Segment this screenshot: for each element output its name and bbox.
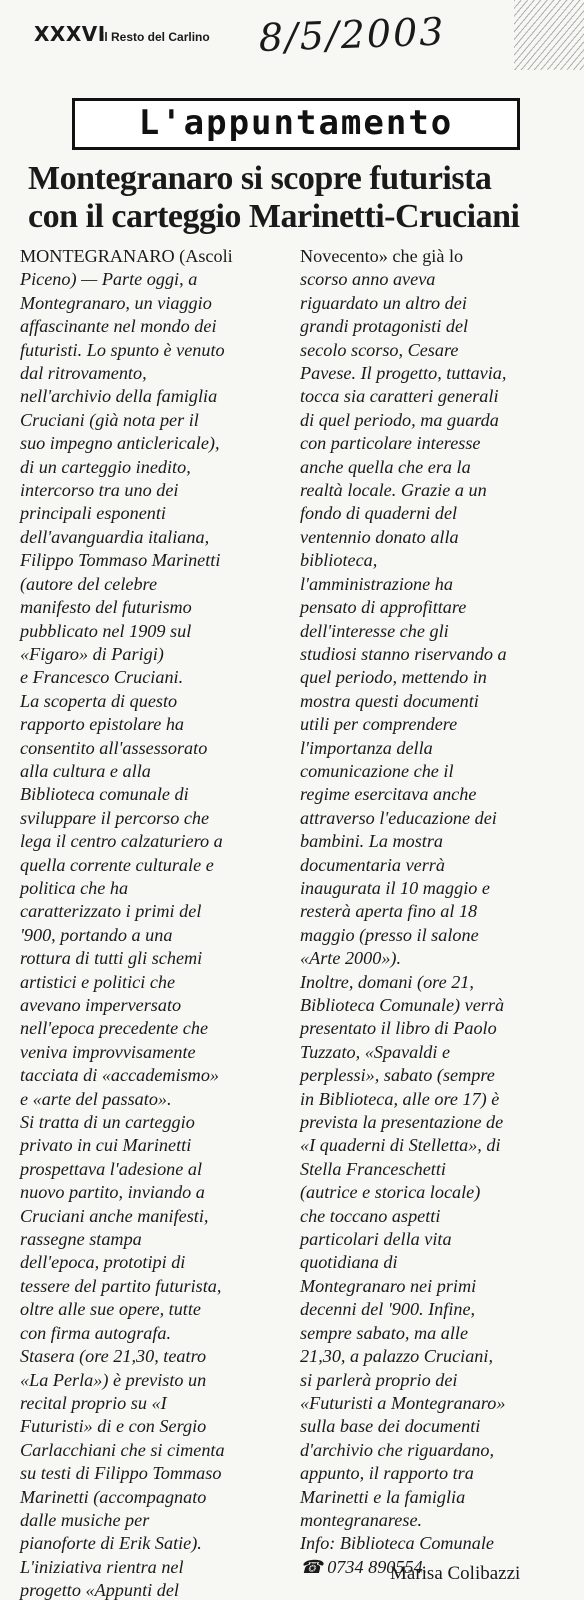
- article-line: fondo di quaderni del: [300, 503, 458, 524]
- article-line: regime esercitava anche: [300, 784, 477, 805]
- article-line: mostra questi documenti: [300, 690, 479, 711]
- article-line: Cruciani anche manifesti,: [20, 1205, 209, 1226]
- article-line: sviluppare il percorso che: [20, 807, 210, 828]
- article-line: lega il centro calzaturiero a: [20, 831, 223, 852]
- article-line: principali esponenti: [20, 503, 166, 524]
- article-line: sempre sabato, ma alle: [300, 1322, 469, 1343]
- article-line: Pavese. Il progetto, tuttavia,: [300, 363, 507, 384]
- article-line: progetto «Appunti del: [20, 1580, 179, 1600]
- article-line: tacciata di «accademismo»: [20, 1065, 220, 1086]
- article-line: Cruciani (già nota per il: [20, 409, 199, 430]
- article-line: e «arte del passato».: [20, 1088, 172, 1109]
- article-line: Biblioteca Comunale) verrà: [300, 995, 505, 1015]
- article-line: attraverso l'educazione dei: [300, 807, 497, 828]
- rubric-label: L'appuntamento: [138, 103, 454, 143]
- newspaper-name: il Resto del Carlino: [101, 30, 210, 44]
- article-line: ☎ 0734 890554.: [300, 1556, 428, 1577]
- article-line: e Francesco Cruciani.: [20, 667, 184, 688]
- article-line: Carlacchiani che si cimenta: [20, 1439, 225, 1460]
- article-line: in Biblioteca, alle ore 17) è: [300, 1088, 500, 1109]
- article-line: Marinetti (accompagnato: [20, 1486, 207, 1507]
- headline-line-2: con il carteggio Marinetti-Cruciani: [28, 198, 520, 235]
- article-line: avevano imperversato: [20, 995, 182, 1015]
- article-line: (autore del celebre: [20, 573, 158, 594]
- article-line: Filippo Tommaso Marinetti: [20, 550, 221, 571]
- article-line: biblioteca,: [300, 550, 378, 571]
- article-line: anche quella che era la: [300, 456, 471, 477]
- article-line: veniva improvvisamente: [20, 1041, 196, 1062]
- article-line: documentaria verrà: [300, 854, 445, 875]
- article-column-left: [20, 245, 290, 1600]
- article-column-right: [300, 245, 584, 1579]
- article-line: dell'epoca, prototipi di: [20, 1252, 186, 1273]
- article-line: consentito all'assessorato: [20, 737, 208, 758]
- article-line: artistici e politici che: [20, 971, 176, 992]
- article-line: 21,30, a palazzo Cruciani,: [300, 1346, 494, 1367]
- article-line: dal ritrovamento,: [20, 363, 147, 384]
- article-line: di un carteggio inedito,: [20, 456, 191, 477]
- article-line: nuovo partito, inviando a: [20, 1182, 205, 1203]
- article-line: privato in cui Marinetti: [20, 1135, 192, 1156]
- article-line: Stella Franceschetti: [300, 1158, 446, 1179]
- article-line: quella corrente culturale e: [20, 854, 214, 875]
- article-line: Marinetti e la famiglia: [300, 1486, 466, 1507]
- article-line: scorso anno aveva: [300, 269, 436, 290]
- article-line: MONTEGRANARO (Ascoli: [20, 246, 233, 266]
- article-line: alla cultura e alla: [20, 760, 151, 781]
- article-line: maggio (presso il salone: [300, 924, 479, 945]
- article-line: riguardato un altro dei: [300, 292, 467, 313]
- article-line: rassegne stampa: [20, 1229, 142, 1250]
- article-line: Stasera (ore 21,30, teatro: [20, 1346, 207, 1367]
- clipping-header: [0, 0, 584, 92]
- article-author: Marisa Colibazzi: [390, 1563, 521, 1584]
- article-line: Inoltre, domani (ore 21,: [300, 971, 474, 992]
- article-line: Tuzzato, «Spavaldi e: [300, 1041, 451, 1062]
- article-line: dell'interesse che gli: [300, 620, 449, 641]
- article-line: quel periodo, mettendo in: [300, 667, 487, 688]
- article-line: pensato di approfittare: [300, 597, 467, 618]
- article-line: rapporto epistolare ha: [20, 714, 185, 735]
- article-line: tessere del partito futurista,: [20, 1275, 222, 1296]
- article-line: «Arte 2000»).: [300, 948, 402, 969]
- article-line: si parlerà proprio dei: [300, 1369, 458, 1390]
- article-line: dalle musiche per: [20, 1509, 150, 1530]
- section-rubric: [72, 98, 520, 150]
- article-line: studiosi stanno riservando a: [300, 643, 507, 664]
- article-line: «I quaderni di Stelletta», di: [300, 1135, 501, 1156]
- article-line: prospettava l'adesione al: [20, 1158, 203, 1179]
- article-line: affascinante nel mondo dei: [20, 316, 217, 337]
- article-line: suo impegno anticlericale),: [20, 433, 220, 454]
- article-line: l'amministrazione ha: [300, 573, 453, 594]
- article-line: recital proprio su «I: [20, 1392, 167, 1413]
- article-line: comunicazione che il: [300, 760, 454, 781]
- article-line: «Futuristi a Montegranaro»: [300, 1392, 506, 1413]
- article-line: nell'epoca precedente che: [20, 1018, 209, 1039]
- article-line: Montegranaro, un viaggio: [20, 292, 212, 313]
- scan-noise: [514, 0, 584, 70]
- article-line: Info: Biblioteca Comunale: [300, 1533, 494, 1554]
- article-line: perplessi», sabato (sempre: [300, 1065, 495, 1086]
- article-line: manifesto del futurismo: [20, 597, 192, 618]
- article-line: intercorso tra uno dei: [20, 480, 179, 501]
- article-line: Futuristi» di e con Sergio: [20, 1416, 207, 1437]
- article-line: montegranarese.: [300, 1509, 423, 1530]
- article-line: su testi di Filippo Tommaso: [20, 1463, 222, 1484]
- article-line: particolari della vita: [300, 1229, 452, 1250]
- article-line: di quel periodo, ma guarda: [300, 409, 499, 430]
- article-line: bambini. La mostra: [300, 831, 443, 852]
- article-line: Biblioteca comunale di: [20, 784, 189, 805]
- article-line: con firma autografa.: [20, 1322, 172, 1343]
- issue-number: XXXVI: [34, 22, 106, 46]
- article-line: utili per comprendere: [300, 714, 458, 735]
- article-line: d'archivio che riguardano,: [300, 1439, 494, 1460]
- headline-line-1: Montegranaro si scopre futurista: [28, 160, 492, 197]
- article-line: «Figaro» di Parigi): [20, 643, 164, 664]
- article-line: Montegranaro nei primi: [300, 1275, 477, 1296]
- article-line: secolo scorso, Cesare: [300, 339, 459, 360]
- article-line: rottura di tutti gli schemi: [20, 948, 203, 969]
- article-line: grandi protagonisti del: [300, 316, 469, 337]
- article-line: presentato il libro di Paolo: [300, 1018, 497, 1039]
- article-line: prevista la presentazione de: [300, 1112, 504, 1133]
- article-line: l'importanza della: [300, 737, 433, 758]
- article-line: «La Perla») è previsto un: [20, 1369, 207, 1390]
- article-line: nell'archivio della famiglia: [20, 386, 218, 407]
- article-line: sulla base dei documenti: [300, 1416, 481, 1437]
- article-line: pubblicato nel 1909 sul: [20, 620, 192, 641]
- article-line: con particolare interesse: [300, 433, 481, 454]
- article-line: caratterizzato i primi del: [20, 901, 202, 922]
- article-line: quotidiana di: [300, 1252, 398, 1273]
- article-line: inaugurata il 10 maggio e: [300, 877, 490, 898]
- article-line: tocca sia caratteri generali: [300, 386, 499, 407]
- article-line: ventennio donato alla: [300, 526, 459, 547]
- handwritten-date: 8/5/2003: [258, 9, 447, 60]
- article-line: appunto, il rapporto tra: [300, 1463, 474, 1484]
- article-line: resterà aperta fino al 18: [300, 901, 478, 922]
- article-line: futuristi. Lo spunto è venuto: [20, 339, 225, 360]
- article-line: '900, portando a una: [20, 924, 173, 945]
- article-line: Si tratta di un carteggio: [20, 1112, 195, 1133]
- article-line: che toccano aspetti: [300, 1205, 441, 1226]
- article-line: Piceno) — Parte oggi, a: [20, 269, 198, 290]
- article-line: dell'avanguardia italiana,: [20, 526, 210, 547]
- article-line: pianoforte di Erik Satie).: [20, 1533, 202, 1554]
- article-line: politica che ha: [20, 877, 129, 898]
- article-line: Novecento» che già lo: [300, 246, 464, 266]
- article-line: L'iniziativa rientra nel: [20, 1556, 184, 1577]
- article-line: oltre alle sue opere, tutte: [20, 1299, 201, 1320]
- article-line: realtà locale. Grazie a un: [300, 480, 487, 501]
- article-line: decenni del '900. Infine,: [300, 1299, 476, 1320]
- article-line: (autrice e storica locale): [300, 1182, 481, 1203]
- article-line: La scoperta di questo: [20, 690, 178, 711]
- article-headline: [28, 160, 584, 236]
